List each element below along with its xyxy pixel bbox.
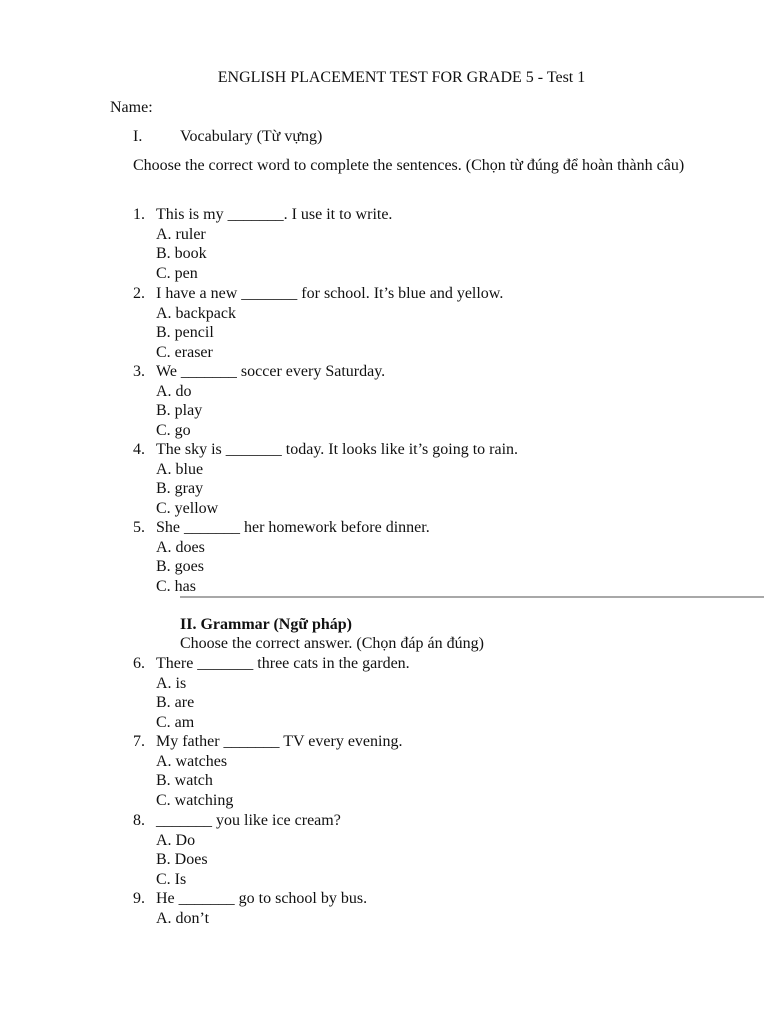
answer-option-a: A. watches [156,752,228,770]
question-number: 8. [133,812,145,829]
question-number: 9. [133,890,145,907]
question-number: 5. [133,519,145,536]
question-text [133,205,733,225]
answer-option-b: B. play [156,402,203,420]
question-stem: She _______ her homework before dinner. [156,519,430,536]
question-text [133,362,733,382]
question-3 [133,362,733,440]
question-number: 7. [133,733,145,750]
answer-option-a: A. blue [156,460,204,478]
answer-option-a: A. don’t [156,909,210,927]
answer-option-c: C. go [156,421,191,439]
question-4 [133,440,733,518]
answer-option-c: C. pen [156,264,198,282]
question-stem: This is my _______. I use it to write. [156,206,393,223]
section-1-instructions: Choose the correct word to complete the sentences. (Chọn từ đúng để hoàn thành câu) [133,157,685,174]
section-1-heading [133,127,322,147]
question-7 [133,732,733,810]
question-number: 3. [133,363,145,380]
answer-option-c: C. has [156,577,196,595]
question-stem: My father _______ TV every evening. [156,733,403,750]
answer-option-b: B. are [156,694,195,712]
section-2-instructions: Choose the correct answer. (Chọn đáp án đúng) [180,635,484,652]
answer-option-b: B. gray [156,480,204,498]
section-2-heading: II. Grammar (Ngữ pháp) [180,616,352,633]
question-text [133,440,733,460]
answer-option-a: A. does [156,538,205,556]
answer-option-b: B. goes [156,558,204,576]
answer-option-b: B. pencil [156,324,214,342]
question-text [133,654,733,674]
question-stem: I have a new _______ for school. It’s blue and yellow. [156,285,504,302]
question-text [133,732,733,752]
answer-option-b: B. watch [156,772,213,790]
answer-option-a: A. is [156,674,187,692]
answer-option-c: C. Is [156,870,187,888]
answer-option-c: C. yellow [156,499,219,517]
section-1-number: I. [133,128,143,145]
question-number: 4. [133,441,145,458]
question-stem: He _______ go to school by bus. [156,890,368,907]
question-stem: We _______ soccer every Saturday. [156,363,386,380]
question-stem: _______ you like ice cream? [156,812,341,829]
section-divider [180,596,764,598]
answer-option-a: A. Do [156,831,196,849]
name-label: Name: [110,99,153,116]
question-number: 6. [133,655,145,672]
answer-option-a: A. backpack [156,304,236,322]
question-9 [133,889,733,928]
question-number: 1. [133,206,145,223]
answer-option-c: C. eraser [156,343,213,361]
question-text [133,811,733,831]
question-text [133,284,733,304]
question-text [133,889,733,909]
question-text [133,518,733,538]
question-number: 2. [133,285,145,302]
question-2 [133,284,733,362]
section-1-title: Vocabulary (Từ vựng) [180,128,323,145]
question-1 [133,205,733,283]
question-stem: There _______ three cats in the garden. [156,655,410,672]
answer-option-a: A. do [156,382,192,400]
answer-option-b: B. book [156,245,207,263]
question-5 [133,518,733,596]
question-6 [133,654,733,732]
answer-option-a: A. ruler [156,225,206,243]
question-stem: The sky is _______ today. It looks like it’s going to rain. [156,441,519,458]
question-8 [133,811,733,889]
answer-option-c: C. am [156,713,195,731]
document-title: ENGLISH PLACEMENT TEST FOR GRADE 5 - Test 1 [217,69,586,86]
answer-option-c: C. watching [156,791,234,809]
answer-option-b: B. Does [156,851,208,869]
